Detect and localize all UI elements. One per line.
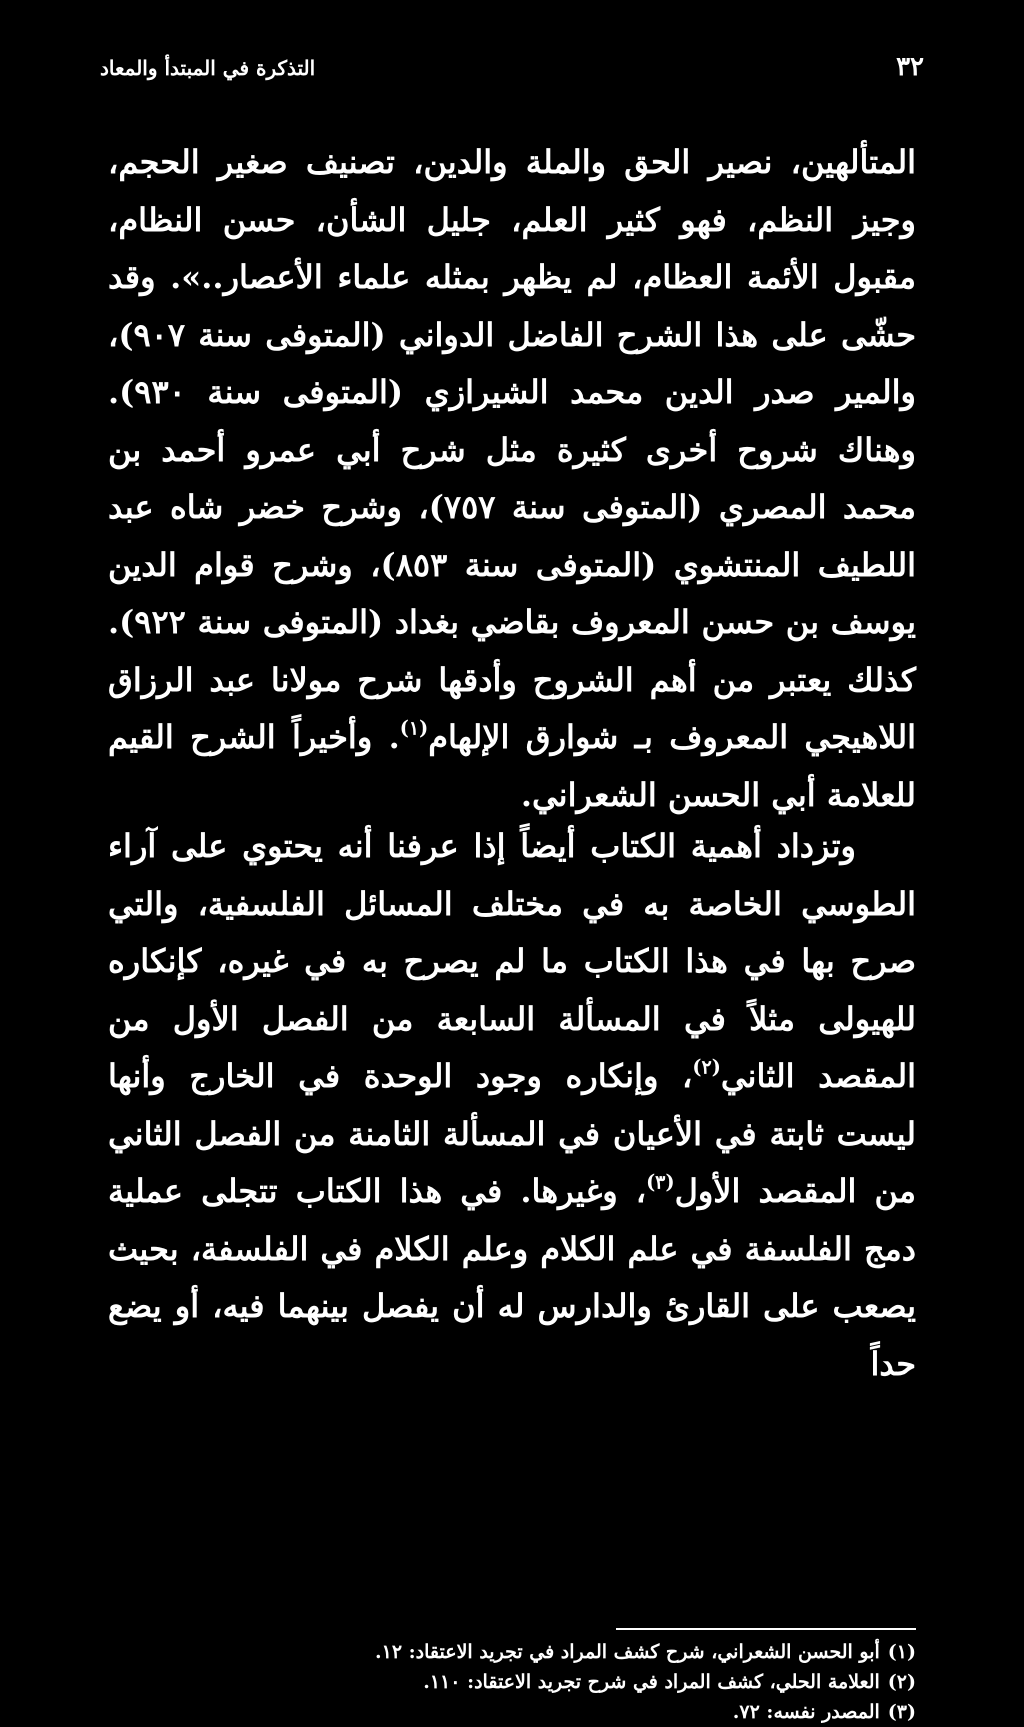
footnote-1 xyxy=(108,1637,916,1667)
paragraph-1-text-a: المتألهين، نصير الحق والملة والدين، تصنيف صغير الحجم، وجيز النظم، فهو كثير العلم، جليل الشأن، حسن النظام، مقبول الأئمة العظام، لم يظهر بمثله علماء الأعصار..». وقد حشّى على هذا الشرح الفاضل الدواني (المتوفى سنة ٩٠٧)، والمير صدر الدين محمد الشيرازي (المتوفى سنة ٩٣٠). وهناك شروح أخرى كثيرة مثل شرح أبي عمرو أحمد بن محمد المصري (المتوفى سنة ٧٥٧)، وشرح خضر شاه عبد اللطيف المنتشوي (المتوفى سنة ٨٥٣)، وشرح قوام الدين يوسف بن حسن المعروف بقاضي بغداد (المتوفى سنة ٩٢٢). كذلك يعتبر من أهم الشروح وأدقها شرح مولانا عبد الرزاق اللاهيجي المعروف بـ شوارق الإلهام xyxy=(108,143,917,756)
paragraph-2 xyxy=(108,818,916,1393)
paragraph-1 xyxy=(108,134,916,824)
page-header xyxy=(100,52,924,92)
footnote-text: أبو الحسن الشعراني، شرح كشف المراد في تجريد الاعتقاد: ١٢. xyxy=(374,1641,880,1663)
footnote-3 xyxy=(108,1697,916,1727)
footnote-ref-3: (٣) xyxy=(646,1170,675,1194)
footnote-ref-2: (٢) xyxy=(692,1055,721,1079)
footnote-number: (٢) xyxy=(887,1671,916,1693)
paragraph-2-text-a: وتزداد أهمية الكتاب أيضاً إذا عرفنا أنه يحتوي على آراء الطوسي الخاصة به في مختلف المسائل الفلسفية، والتي صرح بها في هذا الكتاب ما لم يصرح به في غيره، كإنكاره للهيولى مثلاً في المسألة السابعة من الفصل الأول من المقصد الثاني xyxy=(108,827,917,1095)
footnote-2 xyxy=(108,1667,916,1697)
footnote-ref-1: (١) xyxy=(399,716,429,740)
footnotes xyxy=(108,1637,916,1727)
footnote-divider xyxy=(616,1628,916,1630)
footnote-text: المصدر نفسه: ٧٢. xyxy=(732,1701,880,1723)
paragraph-1-text-b: . وأخيراً الشرح القيم للعلامة أبي الحسن الشعراني. xyxy=(108,718,916,814)
page-number: ٣٢ xyxy=(896,52,924,82)
paragraph-2-text-c: ، وغيرها. في هذا الكتاب تتجلى عملية دمج الفلسفة في علم الكلام وعلم الكلام في الفلسفة، بحيث يصعب على القارئ والدارس له أن يفصل بينهما فيه، أو يضع حداً xyxy=(108,1172,916,1383)
running-title: التذكرة في المبتدأ والمعاد xyxy=(100,56,316,80)
footnote-text: العلامة الحلي، كشف المراد في شرح تجريد الاعتقاد: ١١٠. xyxy=(423,1671,880,1693)
footnote-number: (٣) xyxy=(887,1701,916,1723)
footnote-number: (١) xyxy=(887,1641,916,1663)
paragraph-2-text-b: ، وإنكاره وجود الوحدة في الخارج وأنها ليست ثابتة في الأعيان في المسألة الثامنة من الفصل الثاني من المقصد الأول xyxy=(108,1057,917,1210)
